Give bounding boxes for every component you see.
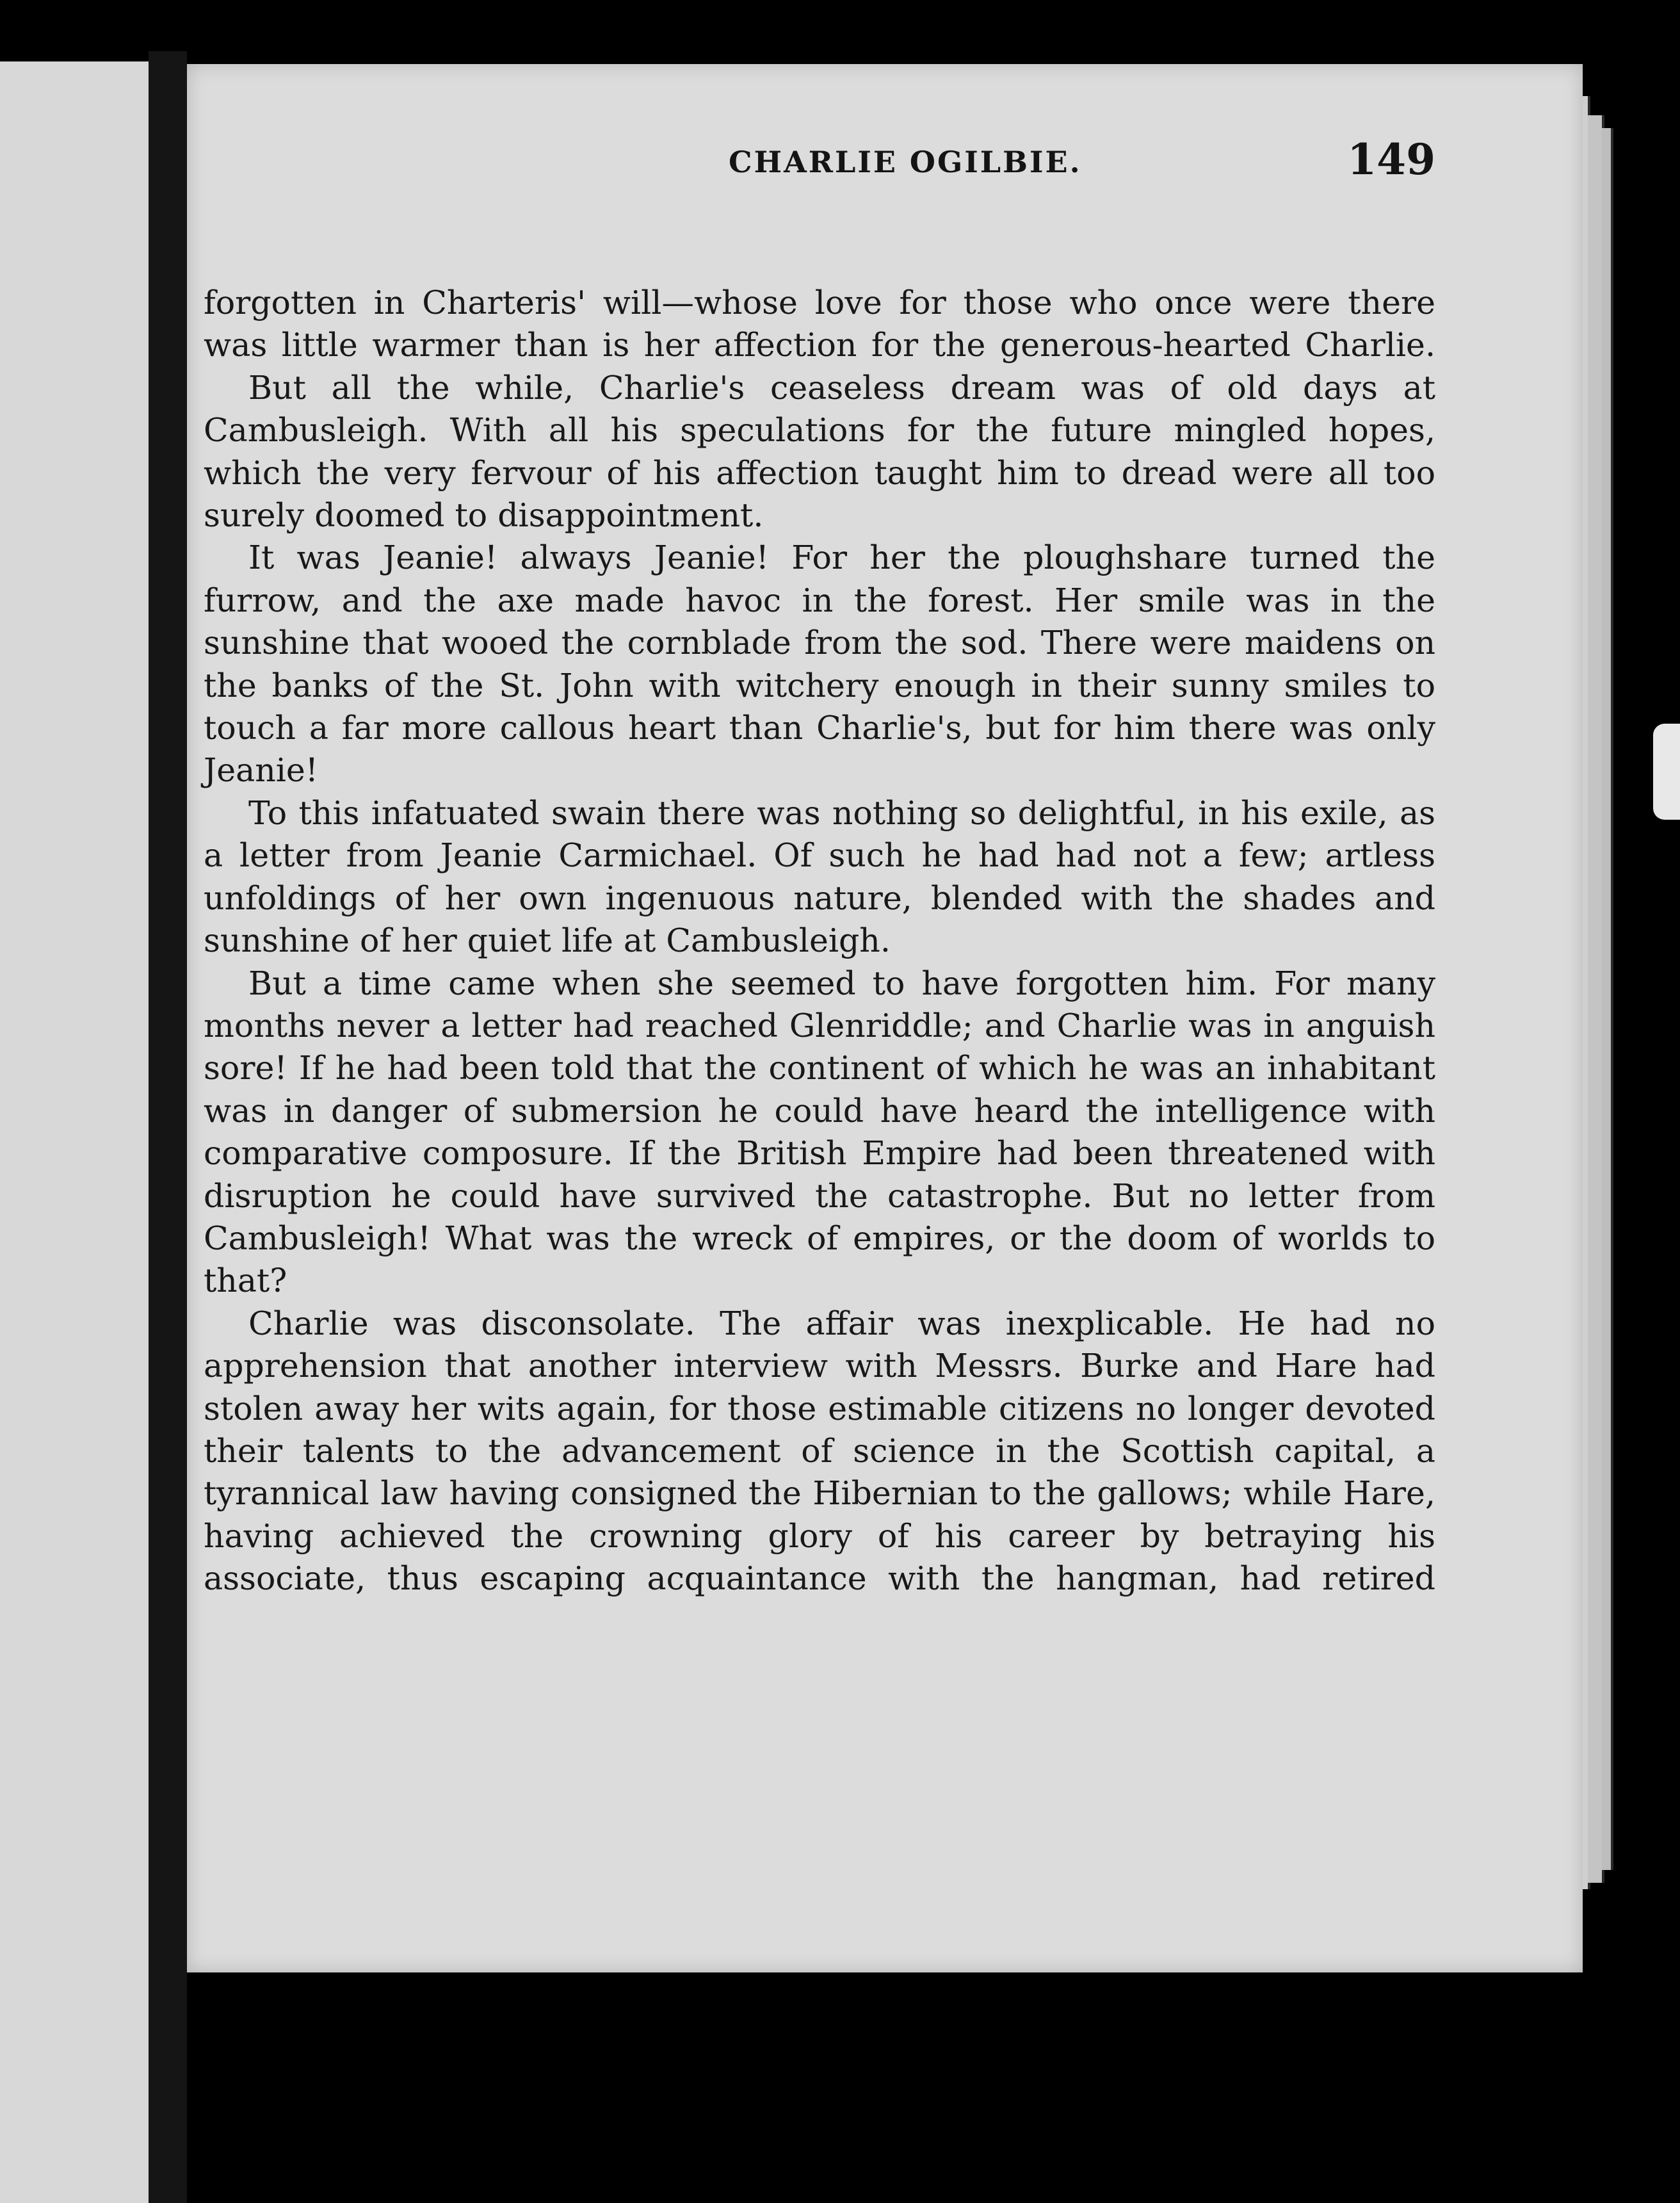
book-gutter	[149, 51, 187, 2203]
paragraph: To this infatuated swain there was nothing so delightful, in his exile, as a letter from Jeanie Carmichael. Of such he had had not a few; artless unfoldings of her own ingenuous nature, blended with the shades and sunshine of her quiet life at Cambusleigh.	[204, 793, 1435, 960]
paragraph: forgotten in Charteris' will—whose love for those who once were there was little warmer than is her affection for the generous-hearted Charlie.	[204, 284, 1435, 364]
previous-page-edge	[0, 61, 149, 2203]
running-title: CHARLIE OGILBIE.	[729, 145, 1082, 179]
page-edge	[1602, 128, 1613, 1870]
page-header	[204, 128, 1435, 192]
paragraph: But a time came when she seemed to have forgotten him. For many months never a letter had reached Glenriddle; and Charlie was in anguish sore! If he had been told that the continent of which he was an inhabitant was in danger of submersion he could have heard the intelligence with comparative composure. If the British Empire had been threatened with disruption he could have survived the catastrophe. But no letter from Cambusleigh! What was the wreck of empires, or the doom of worlds to that?	[204, 964, 1435, 1300]
paragraph: It was Jeanie! always Jeanie! For her the ploughshare turned the furrow, and the axe made havoc in the forest. Her smile was in the sunshine that wooed the cornblade from the sod. There were maidens on the banks of the St. John with witchery enough in their sunny smiles to touch a far more callous heart than Charlie's, but for him there was only Jeanie!	[204, 539, 1435, 790]
page-number: 149	[1347, 134, 1435, 184]
clip-mark	[1653, 724, 1680, 820]
paragraph: But all the while, Charlie's ceaseless dream was of old days at Cambusleigh. With all his speculations for the future mingled hopes, which the very fervour of his affection taught him to dread were all too surely doomed to disappointment.	[204, 368, 1435, 535]
paragraph: Charlie was disconsolate. The affair was inexplicable. He had no apprehension that another interview with Messrs. Burke and Hare had stolen away her wits again, for those estimable citizens no longer devoted their talents to the advancement of science in the Scottish capital, a tyrannical law having consigned the Hibernian to the gallows; while Hare, having achieved the crowning glory of his career by betraying his associate, thus escaping acquaintance with the hangman, had retired	[204, 1304, 1435, 1598]
body-text	[204, 282, 1435, 1600]
